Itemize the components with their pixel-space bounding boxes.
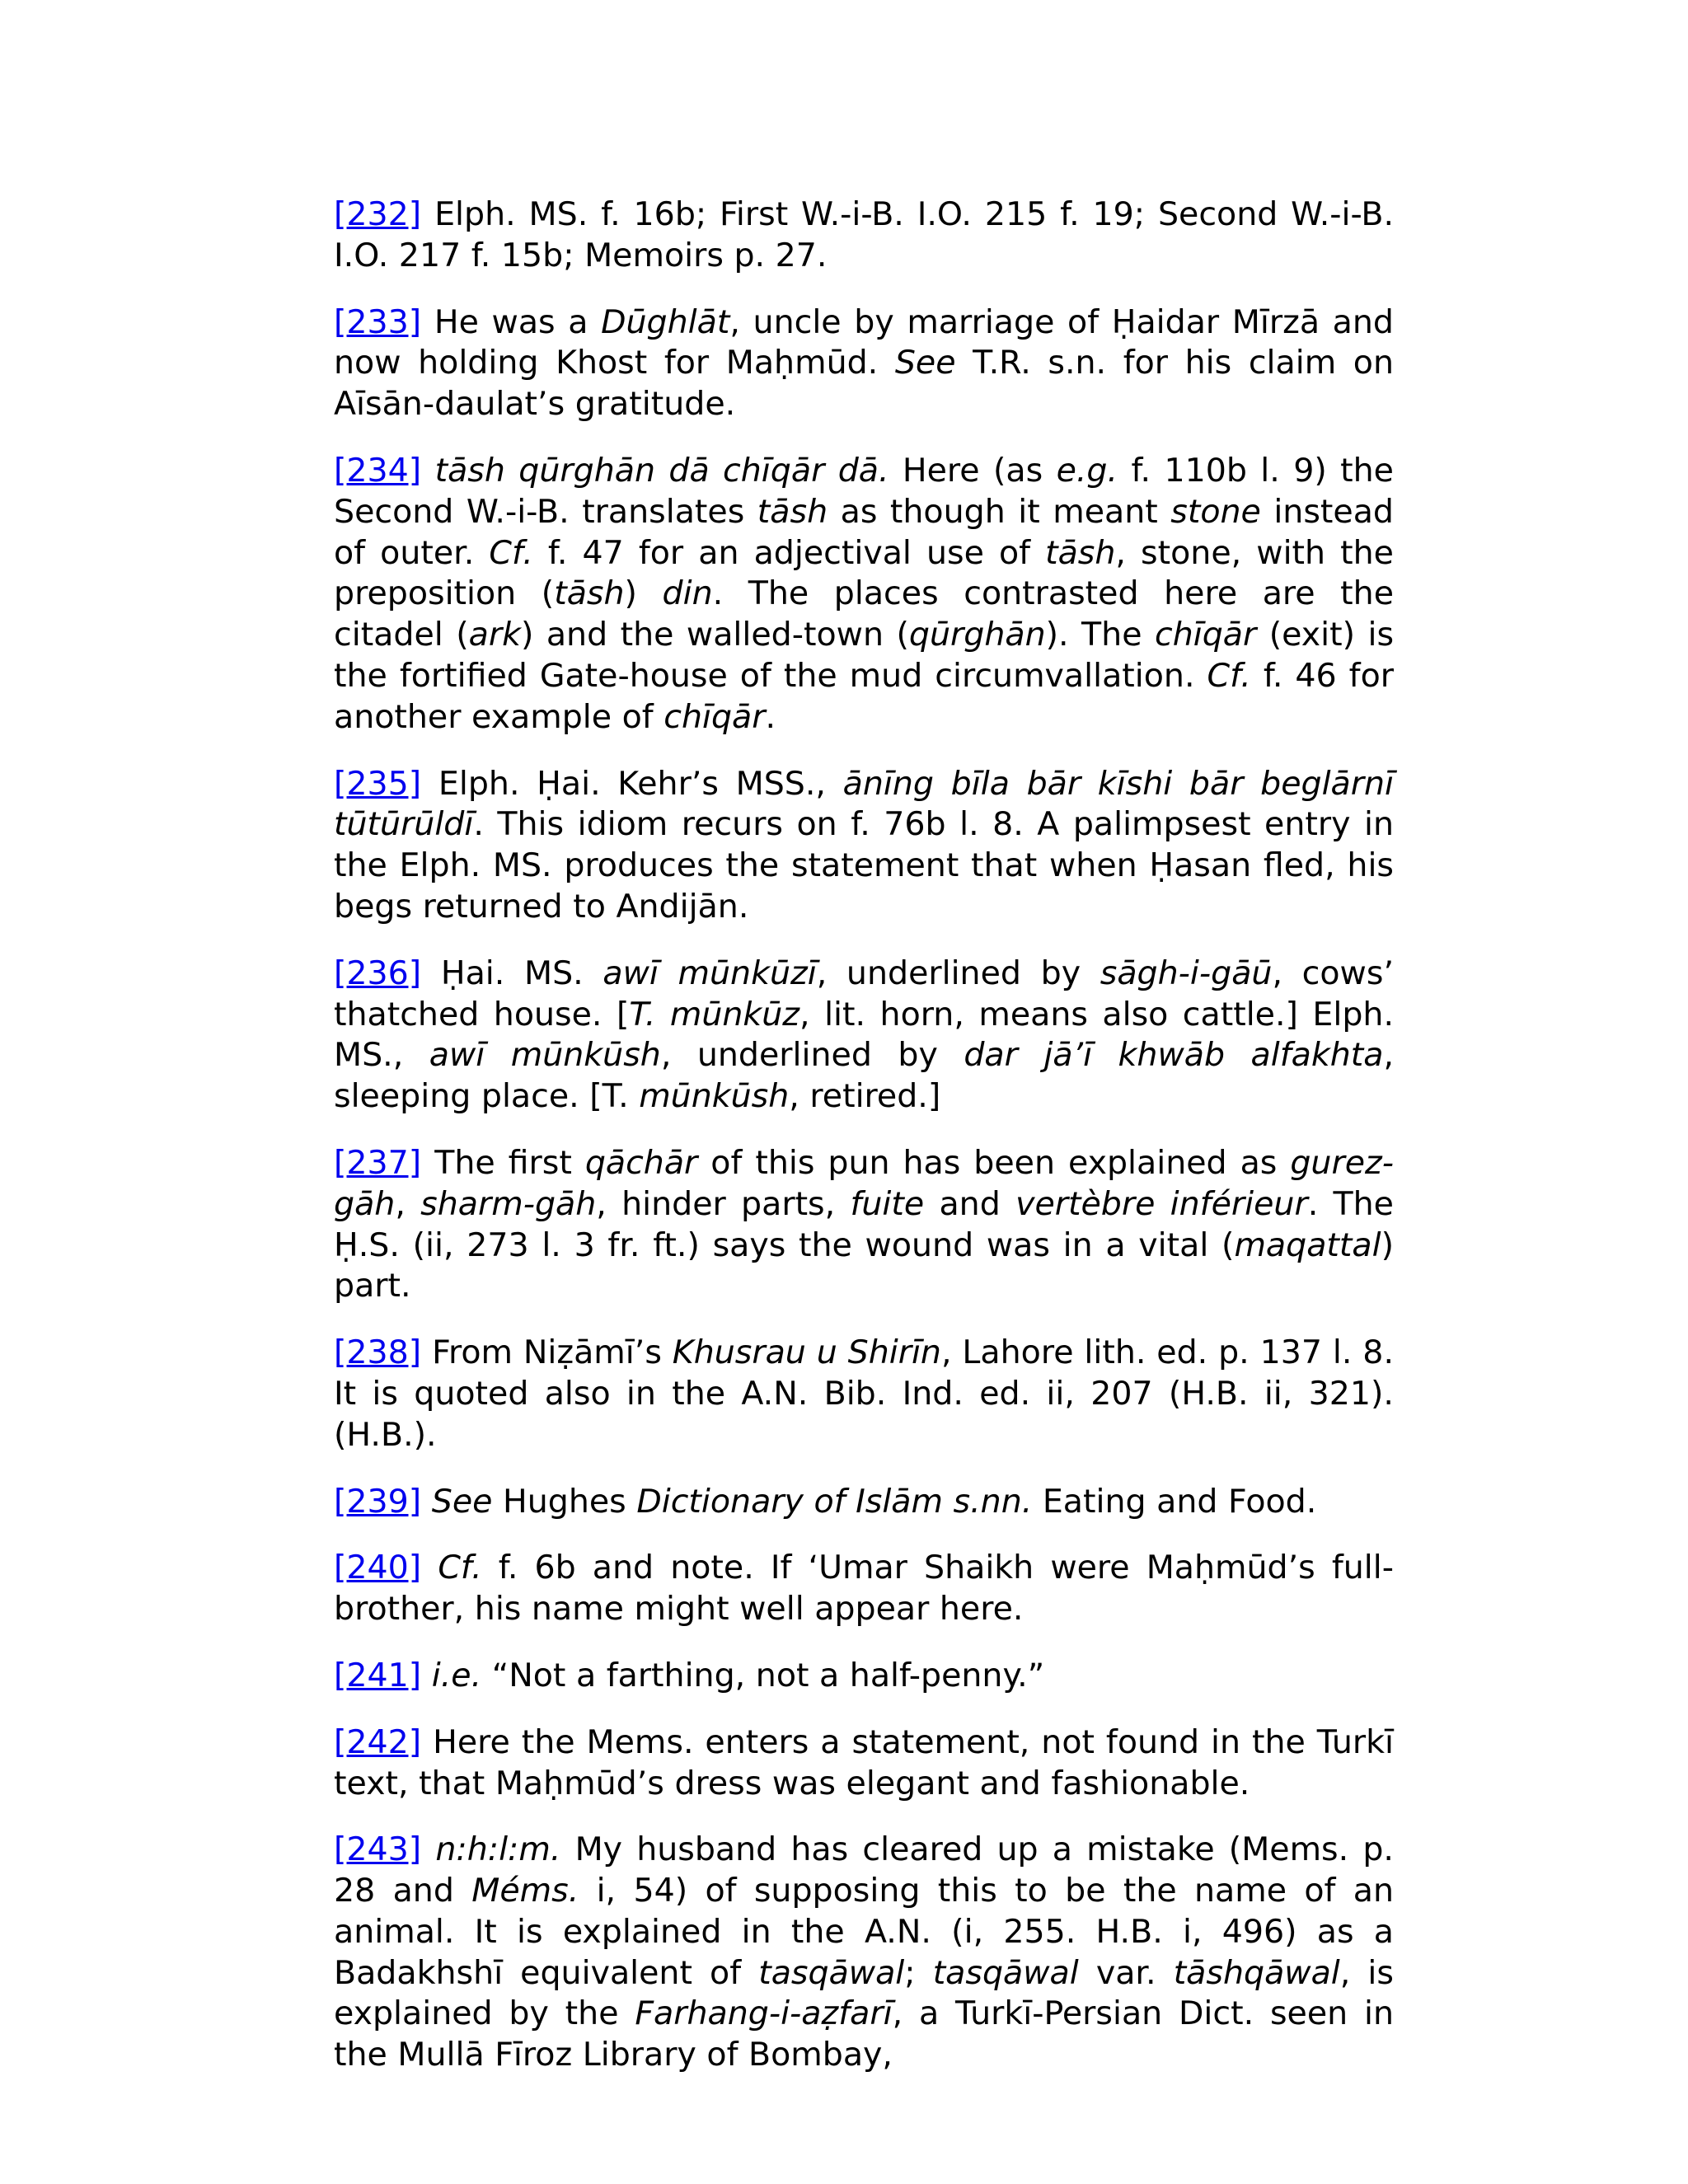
footnote-italic-text: mūnkūsh [639, 1077, 790, 1116]
footnote-text [421, 452, 434, 490]
footnote-italic-text: tasqāwal [932, 1953, 1079, 1992]
footnote-text: ) and the walled-town ( [520, 616, 909, 654]
footnote-ref-link[interactable]: [235] [334, 764, 422, 803]
footnote-ref-link[interactable]: [237] [334, 1143, 422, 1182]
footnote [334, 764, 1394, 928]
footnote-text: From Niẓāmī’s [421, 1333, 673, 1372]
footnote-italic-text: Dictionary of Islām s.nn. [636, 1482, 1033, 1521]
footnote-text [421, 1657, 432, 1694]
footnote [334, 451, 1394, 738]
footnote-italic-text: tasqāwal [758, 1953, 905, 1992]
footnote [334, 1548, 1394, 1630]
footnote-italic-text: sharm-gāh [420, 1184, 597, 1223]
footnote [334, 302, 1394, 425]
footnote [334, 1656, 1394, 1697]
footnote-text: . The places contrasted here are the citadel ( [334, 574, 1394, 654]
footnote-italic-text: Dūghlāt [601, 302, 730, 341]
footnote-italic-text: e.g. [1056, 451, 1118, 490]
footnote [334, 1482, 1394, 1523]
footnote-text: Here (as [889, 451, 1057, 490]
footnote-text: My husband has cleared up a mistake (Mems. p. 28 and [334, 1830, 1394, 1910]
footnote-ref-link[interactable]: [233] [334, 302, 422, 341]
footnote-italic-text: tāshqāwal [1173, 1953, 1340, 1992]
footnote-text: T.R. s.n. for his claim on Aīsān-daulat’s gratitude. [334, 344, 1394, 424]
footnote-italic-text: n:h:l:m. [435, 1830, 561, 1869]
footnote-text: i, 54) of supposing this to be the name of an animal. It is explained in the A.N. (i, 255. H.B. i, 496) as a Badakhshī equivalent of [334, 1872, 1395, 1992]
footnote-italic-text: din [662, 574, 713, 613]
footnote-italic-text: ark [468, 616, 521, 654]
footnote-text: , hinder parts, [596, 1184, 851, 1223]
footnote-text: f. 110b l. 9) the Second W.-i-B. translates [334, 451, 1394, 531]
footnote-italic-text: Farhang-i-aẓfarī [635, 1994, 893, 2033]
footnote-italic-text: See [894, 344, 956, 382]
footnote-italic-text: qāchār [584, 1143, 698, 1182]
footnote-italic-text: Cf. [438, 1549, 482, 1587]
footnote-text: Ḥai. MS. [421, 954, 603, 992]
footnote-ref-link[interactable]: [243] [334, 1830, 422, 1869]
footnote-text: instead of outer. [334, 492, 1394, 572]
footnote-text: , is explained by the [334, 1953, 1394, 2033]
footnote-text: Elph. Ḥai. Kehr’s MSS., [421, 764, 843, 803]
footnote-text: f. 46 for another example of [334, 656, 1394, 736]
footnote-ref-link[interactable]: [238] [334, 1333, 422, 1372]
footnote-italic-text: tāsh [1045, 533, 1116, 572]
footnote-ref-link[interactable]: [236] [334, 954, 422, 992]
footnote-text: ; [904, 1953, 933, 1992]
footnote-italic-text: dar jā’ī khwāb alfakhta [964, 1036, 1384, 1075]
footnote-italic-text: ānīng bīla bār kīshi bār beglārnī tūtūrūldī [334, 764, 1394, 844]
footnote-text: and [924, 1184, 1016, 1223]
footnote-text: ) [624, 574, 663, 613]
footnote-text: , lit. horn, means also cattle.] Elph. MS., [334, 995, 1395, 1075]
footnote-text: var. [1078, 1953, 1174, 1992]
footnote-italic-text: maqattal [1234, 1226, 1381, 1264]
footnote [334, 194, 1394, 277]
footnote-text: , sleeping place. [T. [334, 1036, 1394, 1116]
footnote-text: , uncle by marriage of Ḥaidar Mīrzā and now holding Khost for Maḥmūd. [334, 302, 1394, 382]
footnote-ref-link[interactable]: [241] [334, 1656, 422, 1694]
footnote-ref-link[interactable]: [242] [334, 1722, 422, 1761]
footnote-text: , retired.] [789, 1077, 941, 1116]
footnote-text: . [765, 697, 776, 736]
footnote-text [421, 1549, 438, 1586]
footnote-text: The first [421, 1143, 585, 1182]
footnote-italic-text: Cf. [489, 533, 533, 572]
footnote-text: f. 47 for an adjectival use of [532, 533, 1046, 572]
footnote-text: Hughes [492, 1482, 637, 1521]
footnote-italic-text: gurez-gāh [334, 1143, 1394, 1223]
footnote-ref-link[interactable]: [240] [334, 1549, 422, 1587]
footnote-text: Here the Mems. enters a statement, not found in the Turkī text, that Maḥmūd’s dress was elegant and fashionable. [334, 1722, 1394, 1802]
footnote-text: “Not a farthing, not a half-penny.” [481, 1656, 1045, 1694]
footnote-italic-text: See [431, 1482, 493, 1521]
footnote-ref-link[interactable]: [232] [334, 195, 422, 233]
footnote-italic-text: fuite [850, 1184, 925, 1223]
footnote-italic-text: chīqār [663, 697, 766, 736]
footnote-italic-text: tāsh [757, 492, 828, 531]
footnote-italic-text: tāsh qūrghān dā chīqār dā. [434, 451, 889, 490]
footnote-italic-text: T. mūnkūz [629, 995, 800, 1033]
footnote-text: Eating and Food. [1032, 1482, 1317, 1521]
footnote-text: . This idiom recurs on f. 76b l. 8. A palimpsest entry in the Elph. MS. produces the statement that when Ḥasan fled, his begs returned to Andijān. [334, 805, 1394, 926]
footnote-text: , [395, 1184, 421, 1223]
footnote-italic-text: sāgh-i-gāū [1100, 954, 1273, 992]
footnote-text: ) part. [334, 1226, 1394, 1305]
footnote-ref-link[interactable]: [234] [334, 451, 422, 490]
footnote-italic-text: vertèbre inférieur [1015, 1184, 1308, 1223]
footnote-italic-text: tāsh [554, 574, 625, 613]
footnote-italic-text: qūrghān [908, 616, 1046, 654]
footnote-italic-text: chīqār [1155, 616, 1257, 654]
footnote-italic-text: awī mūnkūsh [429, 1036, 661, 1075]
footnote [334, 1722, 1394, 1805]
footnote-text [421, 1483, 432, 1521]
footnote-text: of this pun has been explained as [697, 1143, 1291, 1182]
footnote-italic-text: Méms. [471, 1872, 579, 1910]
footnote-italic-text: stone [1170, 492, 1261, 531]
footnote-italic-text: i.e. [431, 1656, 482, 1694]
footnote-text: , Lahore lith. ed. p. 137 l. 8. It is quoted also in the A.N. Bib. Ind. ed. ii, 207 (H.B. ii, 321). (H.B.). [334, 1333, 1394, 1454]
footnote-text: He was a [421, 302, 602, 341]
footnote-text [421, 1830, 435, 1868]
footnote [334, 1143, 1394, 1307]
footnote-italic-text: Khusrau u Shirīn [672, 1333, 941, 1372]
footnotes-page [334, 194, 1394, 2102]
footnote-italic-text: awī mūnkūzī [603, 954, 817, 992]
footnote-text: , underlined by [816, 954, 1100, 992]
footnote-text: , stone, with the preposition ( [334, 533, 1394, 613]
footnote-text: as though it meant [828, 492, 1171, 531]
footnote-ref-link[interactable]: [239] [334, 1482, 422, 1521]
footnote [334, 954, 1394, 1118]
footnote-text: Elph. MS. f. 16b; First W.-i-B. I.O. 215 f. 19; Second W.-i-B. I.O. 217 f. 15b; Memoirs p. 27. [334, 195, 1394, 274]
footnote-text: , cows’ thatched house. [ [334, 954, 1395, 1033]
footnote-text: f. 6b and note. If ‘Umar Shaikh were Maḥmūd’s full-brother, his name might well appear here. [334, 1549, 1394, 1629]
footnote-text: , underlined by [660, 1036, 964, 1075]
footnote-text: , a Turkī-Persian Dict. seen in the Mullā Fīroz Library of Bombay, [334, 1994, 1394, 2074]
footnote-text: (exit) is the fortified Gate-house of the mud circumvallation. [334, 616, 1395, 695]
footnote [334, 1333, 1394, 1455]
footnote-text: . The Ḥ.S. (ii, 273 l. 3 fr. ft.) says the wound was in a vital ( [334, 1184, 1394, 1264]
footnote [334, 1830, 1394, 2076]
footnote-italic-text: Cf. [1207, 656, 1251, 695]
footnote-text: ). The [1045, 616, 1155, 654]
